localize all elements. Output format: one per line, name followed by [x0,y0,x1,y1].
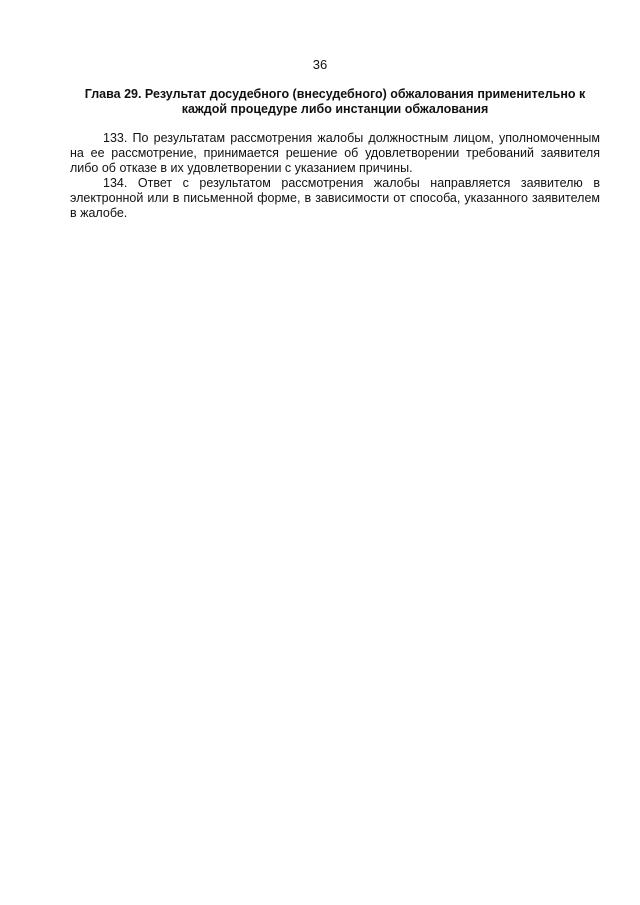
paragraph-133: 133. По результатам рассмотрения жалобы должностным лицом, уполномоченным на ее рассмотрение, принимается решение об удовлетворении требований заявителя либо об отказе в их удовлетворении с указанием причины. [70,131,600,175]
page-number: 36 [312,57,328,72]
document-body [70,131,600,221]
paragraph-134: 134. Ответ с результатом рассмотрения жалобы направляется заявителю в электронной или в письменной форме, в зависимости от способа, указанного заявителем в жалобе. [70,176,600,220]
chapter-title: Глава 29. Результат досудебного (внесудебного) обжалования применительно к каждой процедуре либо инстанции обжалования [84,87,586,116]
